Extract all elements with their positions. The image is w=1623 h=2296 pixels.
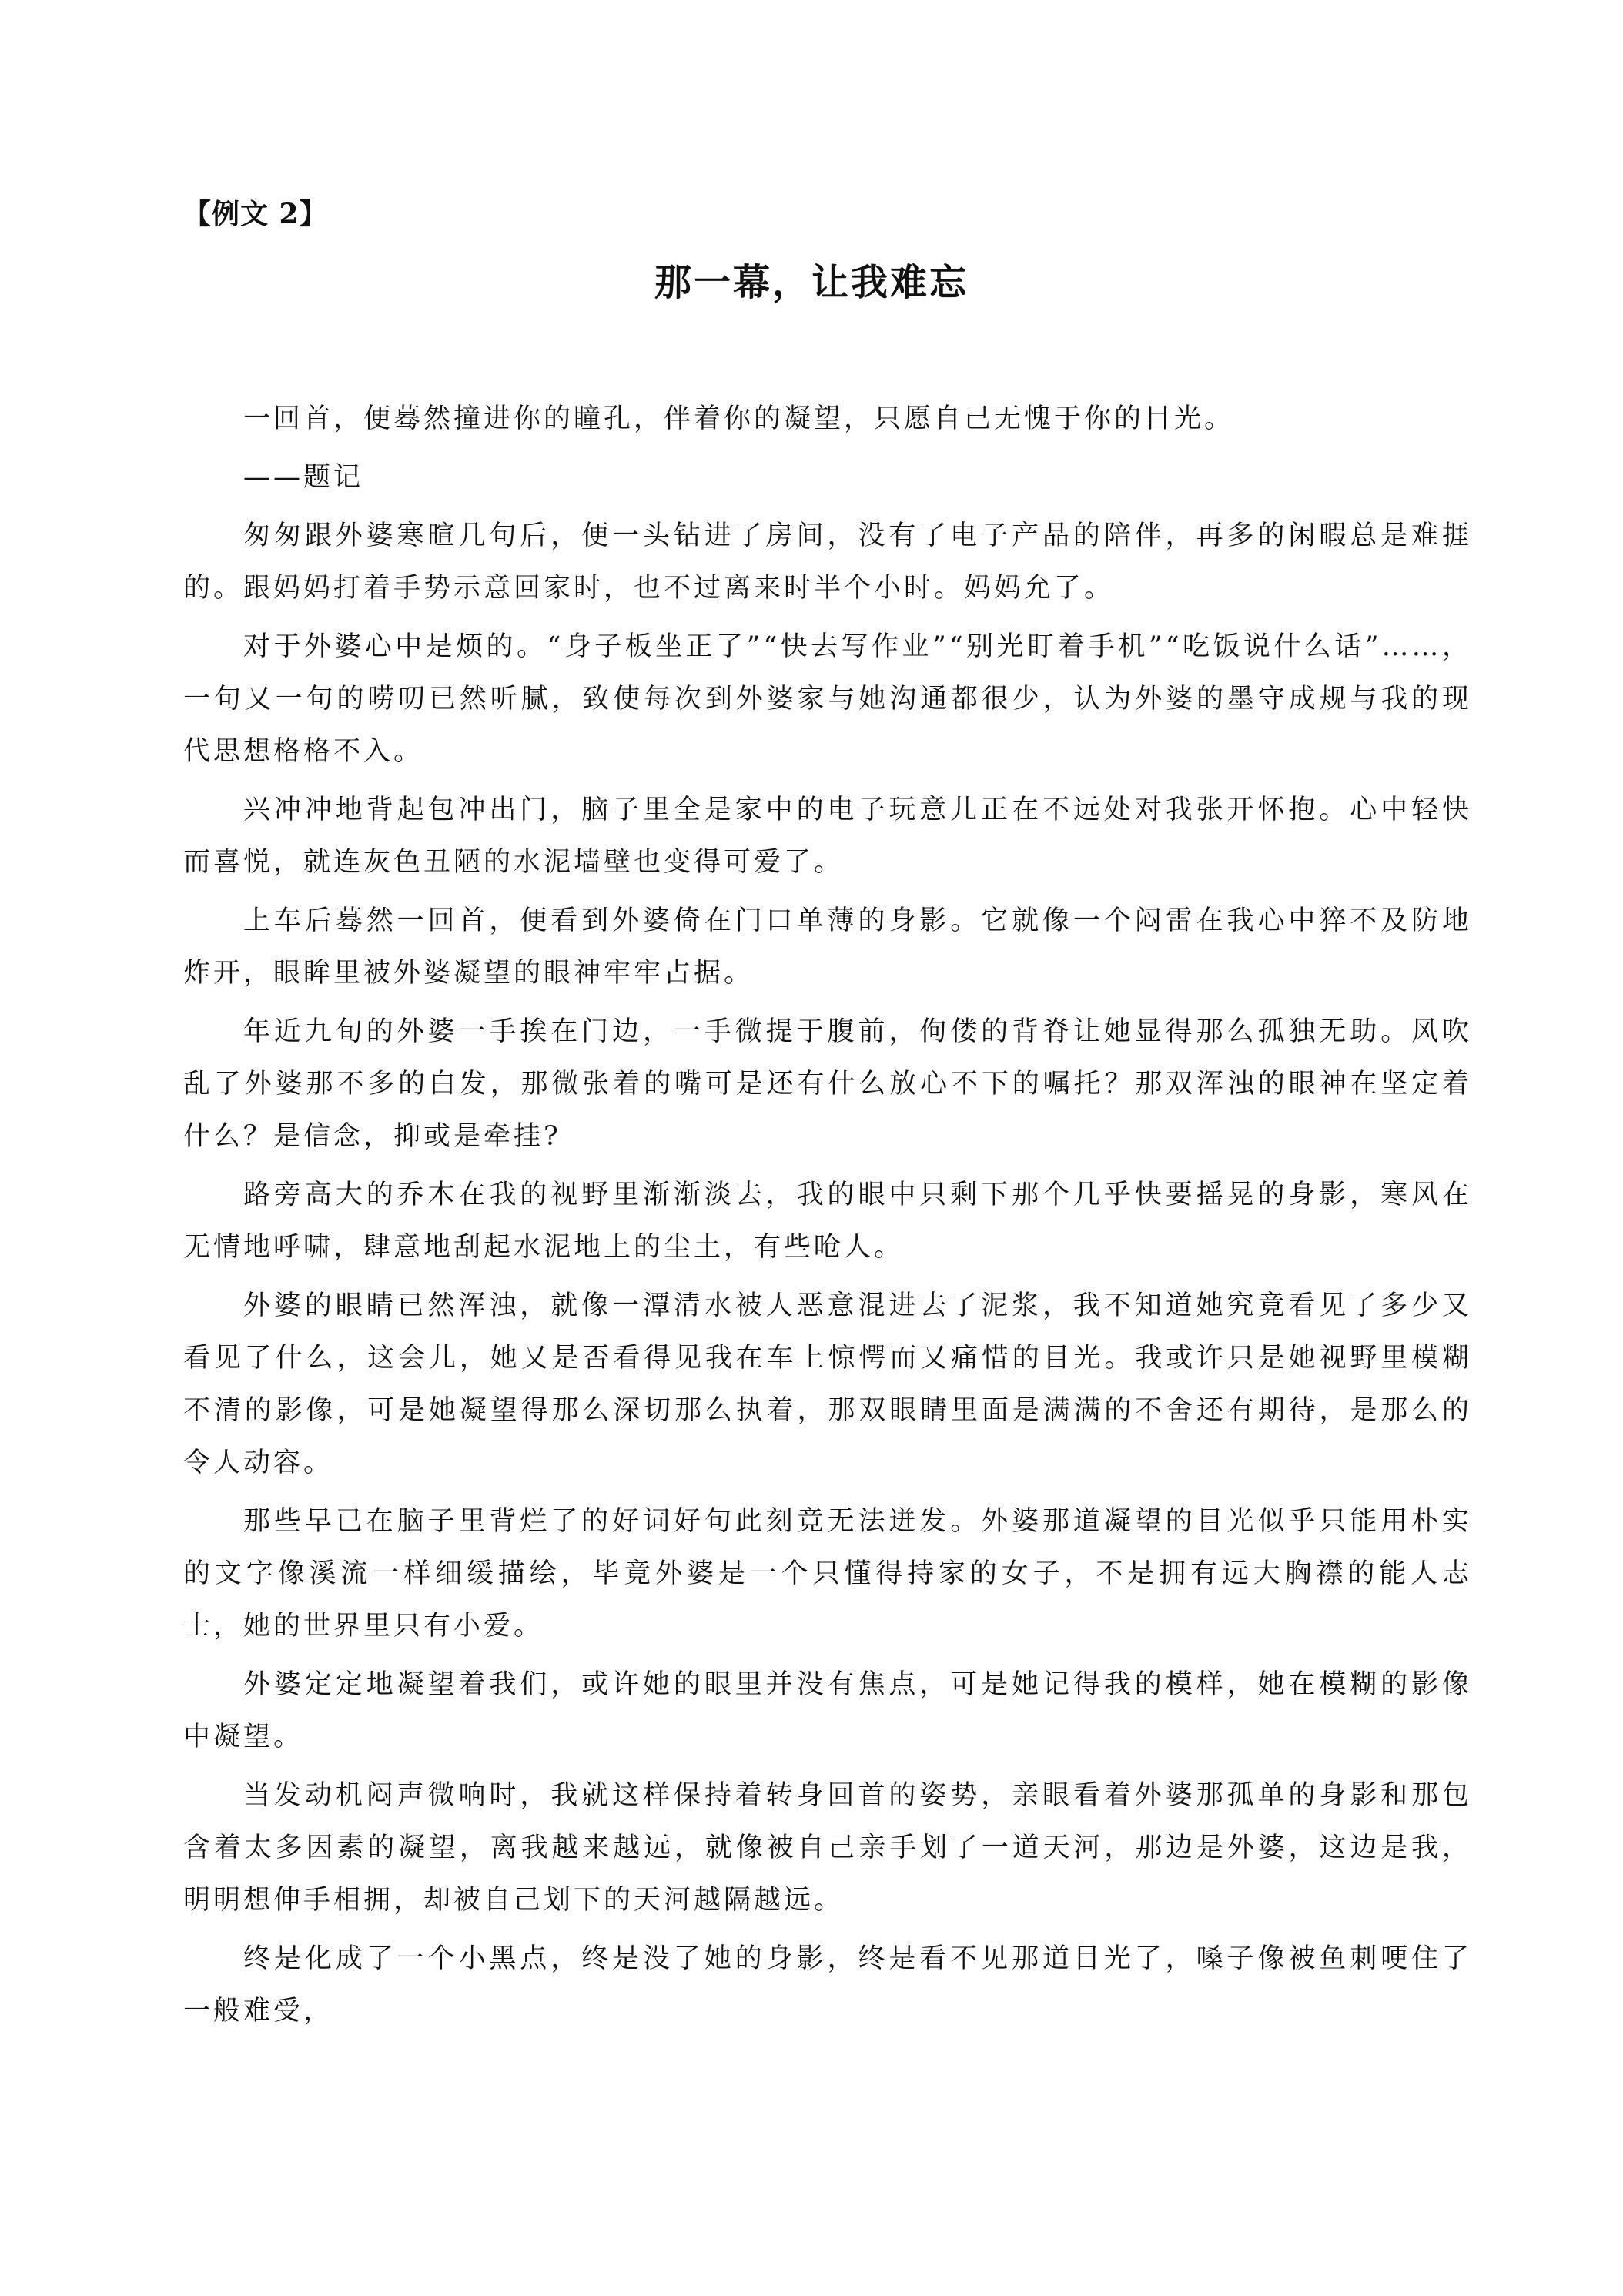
body-paragraph: 当发动机闷声微响时，我就这样保持着转身回首的姿势，亲眼看着外婆那孤单的身影和那包含着太多因素的凝望，离我越来越远，就像被自己亲手划了一道天河，那边是外婆，这边是我，明明想伸手相拥，却被自己划下的天河越隔越远。: [183, 1780, 1472, 1916]
example-label: 【例文 2】: [183, 198, 328, 230]
body-paragraph: 匆匆跟外婆寒暄几句后，便一头钻进了房间，没有了电子产品的陪伴，再多的闲暇总是难捱的。跟妈妈打着手势示意回家时，也不过离来时半个小时。妈妈允了。: [183, 520, 1472, 604]
body-paragraph: 兴冲冲地背起包冲出门，脑子里全是家中的电子玩意儿正在不远处对我张开怀抱。心中轻快而喜悦，就连灰色丑陋的水泥墙壁也变得可爱了。: [183, 795, 1472, 878]
essay-body: [183, 393, 1472, 2043]
body-paragraph: 路旁高大的乔木在我的视野里渐渐淡去，我的眼中只剩下那个几乎快要摇晃的身影，寒风在无情地呼啸，肆意地刮起水泥地上的尘土，有些呛人。: [183, 1180, 1472, 1263]
body-paragraph: 那些早已在脑子里背烂了的好词好句此刻竟无法迸发。外婆那道凝望的目光似乎只能用朴实的文字像溪流一样细缓描绘，毕竟外婆是一个只懂得持家的女子，不是拥有远大胸襟的能人志士，她的世界里只有小爱。: [183, 1506, 1472, 1642]
body-paragraph: 上车后蓦然一回首，便看到外婆倚在门口单薄的身影。它就像一个闷雷在我心中猝不及防地炸开，眼眸里被外婆凝望的眼神牢牢占据。: [183, 905, 1472, 989]
epigraph-paragraph: 一回首，便蓦然撞进你的瞳孔，伴着你的凝望，只愿自己无愧于你的目光。: [243, 403, 1235, 434]
essay-title: 那一幕，让我难忘: [654, 261, 969, 304]
body-paragraph: 外婆定定地凝望着我们，或许她的眼里并没有焦点，可是她记得我的模样，她在模糊的影像中凝望。: [183, 1669, 1472, 1752]
body-paragraph: 年近九旬的外婆一手挨在门边，一手微提于腹前，佝偻的背脊让她显得那么孤独无助。风吹乱了外婆那不多的白发，那微张着的嘴可是还有什么放心不下的嘱托？那双浑浊的眼神在坚定着什么？是信念，抑或是牵挂?: [183, 1016, 1472, 1152]
body-paragraph: 对于外婆心中是烦的。“身子板坐正了”“快去写作业”“别光盯着手机”“吃饭说什么话”……，一句又一句的唠叨已然听腻，致使每次到外婆家与她沟通都很少，认为外婆的墨守成规与我的现代思想格格不入。: [183, 631, 1472, 767]
epigraph-attribution: ——题记: [243, 462, 364, 493]
body-paragraph: 终是化成了一个小黑点，终是没了她的身影，终是看不见那道目光了，嗓子像被鱼刺哽住了一般难受，: [183, 1943, 1472, 2027]
body-paragraph: 外婆的眼睛已然浑浊，就像一潭清水被人恶意混进去了泥浆，我不知道她究竟看见了多少又看见了什么，这会儿，她又是否看得见我在车上惊愕而又痛惜的目光。我或许只是她视野里模糊不清的影像，可是她凝望得那么深切那么执着，那双眼睛里面是满满的不舍还有期待，是那么的令人动容。: [183, 1290, 1472, 1478]
